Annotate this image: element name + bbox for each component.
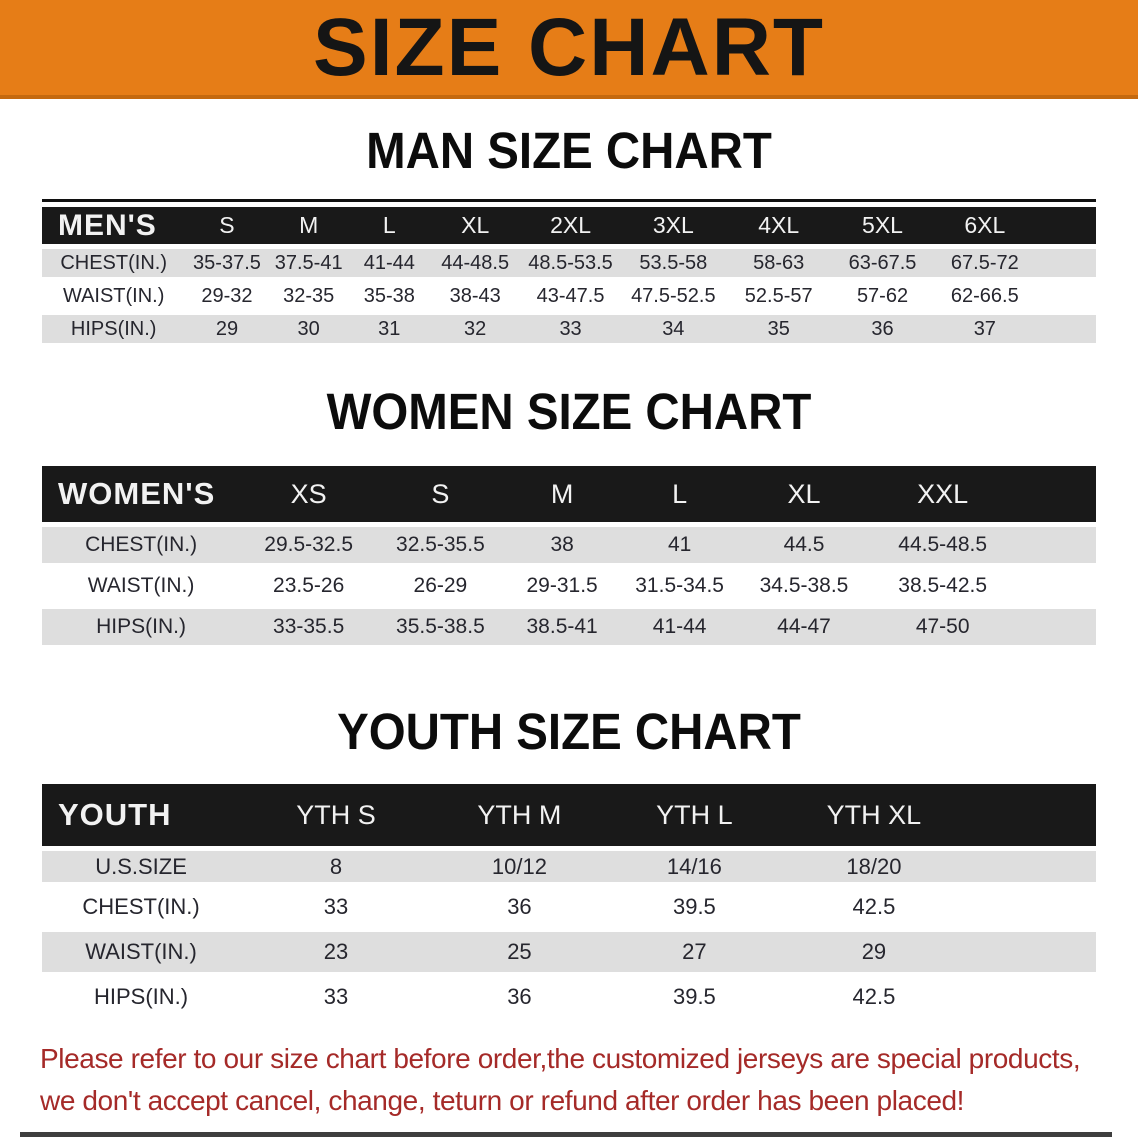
table-group-label: MEN'S <box>42 207 185 244</box>
size-column-header: 4XL <box>726 207 831 244</box>
size-value-cell: 35-38 <box>349 282 430 310</box>
size-value-cell: 27 <box>607 932 782 972</box>
size-value-cell: 38.5-42.5 <box>869 568 1096 604</box>
row-label: WAIST(IN.) <box>42 282 185 310</box>
size-value-cell: 34 <box>621 315 726 343</box>
size-value-cell: 62-66.5 <box>934 282 1096 310</box>
size-column-header: L <box>349 207 430 244</box>
size-value-cell: 18/20 <box>782 851 1096 882</box>
size-column-header: S <box>377 466 503 522</box>
size-value-cell: 63-67.5 <box>831 249 933 277</box>
size-column-header: XXL <box>869 466 1096 522</box>
size-value-cell: 37.5-41 <box>269 249 349 277</box>
size-column-header: YTH M <box>432 784 607 846</box>
size-value-cell: 33 <box>240 887 432 927</box>
size-column-header: L <box>621 466 739 522</box>
size-value-cell: 47-50 <box>869 609 1096 645</box>
row-label: U.S.SIZE <box>42 851 240 882</box>
youth-size-table <box>42 779 1096 1022</box>
size-value-cell: 36 <box>432 887 607 927</box>
size-value-cell: 29-32 <box>185 282 268 310</box>
size-value-cell: 42.5 <box>782 887 1096 927</box>
measurement-row <box>42 568 1096 604</box>
size-column-header: S <box>185 207 268 244</box>
size-value-cell: 52.5-57 <box>726 282 831 310</box>
row-label: CHEST(IN.) <box>42 887 240 927</box>
size-value-cell: 44.5 <box>739 527 870 563</box>
measurement-row <box>42 977 1096 1017</box>
youth-section <box>0 703 1138 1022</box>
womens-size-table <box>42 461 1096 650</box>
measurement-row <box>42 527 1096 563</box>
size-value-cell: 32-35 <box>269 282 349 310</box>
table-group-label: YOUTH <box>42 784 240 846</box>
size-value-cell: 38-43 <box>430 282 521 310</box>
size-value-cell: 53.5-58 <box>621 249 726 277</box>
measurement-row <box>42 315 1096 343</box>
womens-section-title: WOMEN SIZE CHART <box>326 383 812 440</box>
size-column-header: 3XL <box>621 207 726 244</box>
size-value-cell: 33-35.5 <box>240 609 377 645</box>
disclaimer-line-1: Please refer to our size chart before order,the customized jerseys are special products, <box>40 1043 1081 1074</box>
size-value-cell: 37 <box>934 315 1096 343</box>
size-value-cell: 29 <box>185 315 268 343</box>
size-value-cell: 32.5-35.5 <box>377 527 503 563</box>
size-value-cell: 29.5-32.5 <box>240 527 377 563</box>
size-value-cell: 38 <box>504 527 621 563</box>
size-value-cell: 36 <box>432 977 607 1017</box>
size-value-cell: 57-62 <box>831 282 933 310</box>
table-group-label: WOMEN'S <box>42 466 240 522</box>
womens-section <box>0 383 1138 650</box>
size-chart-banner <box>0 0 1138 99</box>
row-label: CHEST(IN.) <box>42 527 240 563</box>
size-value-cell: 44-47 <box>739 609 870 645</box>
size-value-cell: 44.5-48.5 <box>869 527 1096 563</box>
disclaimer-line-2: we don't accept cancel, change, teturn or refund after order has been placed! <box>40 1085 965 1116</box>
size-header-row <box>42 207 1096 244</box>
size-value-cell: 8 <box>240 851 432 882</box>
row-label: HIPS(IN.) <box>42 609 240 645</box>
youth-section-title: YOUTH SIZE CHART <box>337 703 801 760</box>
size-value-cell: 42.5 <box>782 977 1096 1017</box>
size-value-cell: 41-44 <box>621 609 739 645</box>
mens-size-table <box>42 199 1096 348</box>
size-header-row <box>42 784 1096 846</box>
size-column-header: XL <box>430 207 521 244</box>
size-value-cell: 26-29 <box>377 568 503 604</box>
size-column-header: YTH S <box>240 784 432 846</box>
size-value-cell: 35 <box>726 315 831 343</box>
row-label: CHEST(IN.) <box>42 249 185 277</box>
size-column-header: YTH XL <box>782 784 1096 846</box>
measurement-row <box>42 887 1096 927</box>
row-label: HIPS(IN.) <box>42 977 240 1017</box>
size-column-header: M <box>269 207 349 244</box>
size-value-cell: 25 <box>432 932 607 972</box>
size-value-cell: 58-63 <box>726 249 831 277</box>
mens-section-title: MAN SIZE CHART <box>366 122 772 179</box>
size-value-cell: 30 <box>269 315 349 343</box>
size-value-cell: 36 <box>831 315 933 343</box>
measurement-row <box>42 282 1096 310</box>
row-label: WAIST(IN.) <box>42 932 240 972</box>
size-value-cell: 35.5-38.5 <box>377 609 503 645</box>
size-value-cell: 10/12 <box>432 851 607 882</box>
row-label: HIPS(IN.) <box>42 315 185 343</box>
disclaimer-text <box>40 1038 1138 1122</box>
size-column-header: 2XL <box>521 207 621 244</box>
measurement-row <box>42 249 1096 277</box>
size-value-cell: 34.5-38.5 <box>739 568 870 604</box>
size-value-cell: 43-47.5 <box>521 282 621 310</box>
size-column-header: 5XL <box>831 207 933 244</box>
measurement-row <box>42 851 1096 882</box>
size-value-cell: 44-48.5 <box>430 249 521 277</box>
measurement-row <box>42 932 1096 972</box>
size-value-cell: 31 <box>349 315 430 343</box>
size-column-header: XL <box>739 466 870 522</box>
size-value-cell: 29-31.5 <box>504 568 621 604</box>
size-value-cell: 14/16 <box>607 851 782 882</box>
size-value-cell: 32 <box>430 315 521 343</box>
size-column-header: YTH L <box>607 784 782 846</box>
size-value-cell: 41-44 <box>349 249 430 277</box>
size-value-cell: 39.5 <box>607 977 782 1017</box>
size-value-cell: 33 <box>240 977 432 1017</box>
bottom-crop-strip <box>20 1132 1112 1137</box>
size-value-cell: 41 <box>621 527 739 563</box>
size-column-header: M <box>504 466 621 522</box>
mens-section <box>0 122 1138 348</box>
size-value-cell: 67.5-72 <box>934 249 1096 277</box>
size-value-cell: 33 <box>521 315 621 343</box>
size-header-row <box>42 466 1096 522</box>
size-value-cell: 23 <box>240 932 432 972</box>
size-value-cell: 47.5-52.5 <box>621 282 726 310</box>
size-value-cell: 39.5 <box>607 887 782 927</box>
size-value-cell: 29 <box>782 932 1096 972</box>
size-column-header: 6XL <box>934 207 1096 244</box>
size-column-header: XS <box>240 466 377 522</box>
size-value-cell: 23.5-26 <box>240 568 377 604</box>
size-value-cell: 48.5-53.5 <box>521 249 621 277</box>
banner-title: SIZE CHART <box>313 1 825 93</box>
size-value-cell: 31.5-34.5 <box>621 568 739 604</box>
measurement-row <box>42 609 1096 645</box>
size-value-cell: 38.5-41 <box>504 609 621 645</box>
row-label: WAIST(IN.) <box>42 568 240 604</box>
size-value-cell: 35-37.5 <box>185 249 268 277</box>
